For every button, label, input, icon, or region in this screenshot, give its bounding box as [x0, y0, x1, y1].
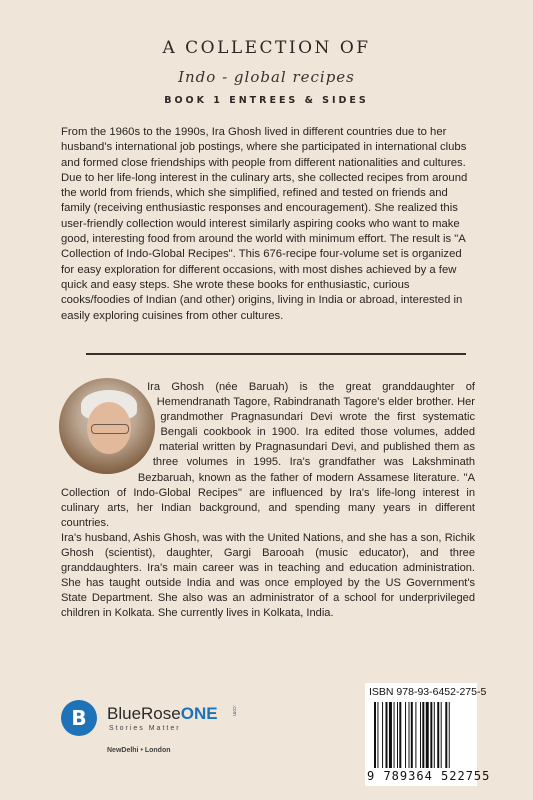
- book-subtitle: BOOK 1 ENTREES & SIDES: [164, 95, 369, 106]
- author-bio: [61, 380, 475, 622]
- publisher-logo-icon: B: [61, 700, 97, 736]
- isbn-barcode-box: [365, 683, 491, 786]
- author-bio-paragraph-2: Ira's husband, Ashis Ghosh, was with the United Nations, and she has a son, Richik Ghosh (scientist), daughter, Gargi Barooah (music educator), and three granddaughters. Ira's main career was in teaching and education administration. She has taught outside India and was once employed by the US Government's State Department. She also was an administrator of a school for underprivileged children in Kolkata. She currently lives in Kolkata, India.: [61, 531, 475, 620]
- publisher-tagline: Stories Matter: [109, 725, 181, 732]
- publisher-dotcom: .com: [231, 705, 237, 716]
- isbn-digits: 9 789364 522755: [367, 769, 491, 783]
- isbn-label: ISBN 978-93-6452-275-5: [369, 686, 487, 698]
- publisher-name: [107, 704, 218, 724]
- section-divider: [86, 353, 466, 355]
- publisher-cities: NewDelhi • London: [107, 747, 171, 754]
- barcode-icon: [374, 702, 471, 768]
- book-title: A COLLECTION OF: [162, 38, 371, 58]
- publisher-logo: [61, 700, 261, 760]
- publisher-name-one: ONE: [180, 704, 218, 723]
- author-bio-paragraph-1: Ira Ghosh (née Baruah) is the great granddaughter of Hemendranath Tagore, Rabindranath Tagore's elder brother. Her grandmother Pragnasundari Devi wrote the first systematic Bengali cookbook in 1900. Ira edited those volumes, added material written by Pragnasundari Devi, and published them as three volumes in 1995. Ira's grandfather was Lakshminath Bezbaruah, known as the father of modern Assamese literature. "A Collection of Indo-Global Recipes" are influenced by Ira's life-long interest in culinary arts, her Indian background, and spending many years in different countries.: [61, 381, 475, 529]
- book-description: From the 1960s to the 1990s, Ira Ghosh lived in different countries due to her husband's international job postings, where she participated in international clubs and formed close friendships with people from different nationalities and cultures. Due to her life-long interest in the culinary arts, she collected recipes from around the world from friends, which she simplified, refined and tested on friends and family (receiving enthusiastic responses and encouragement). She realized this user-friendly collection would interest similarly aspiring cooks who want to make good, interesting food from around the world with minimum effort. The result is "A Collection of Indo-Global Recipes". This 676-recipe four-volume set is organized for easy exploration for different occasions, with most dishes achieved by a few quick and easy steps. She wrote these books for enthusiastic, curious cooks/foodies of Indian (and other) origins, living in India or abroad, interested in easily exploring cuisines from other cultures.: [61, 126, 468, 322]
- author-photo: [59, 378, 155, 474]
- publisher-name-blue: BlueRose: [107, 704, 181, 723]
- cover-header: [0, 38, 533, 106]
- book-script-title: Indo - global recipes: [178, 68, 355, 86]
